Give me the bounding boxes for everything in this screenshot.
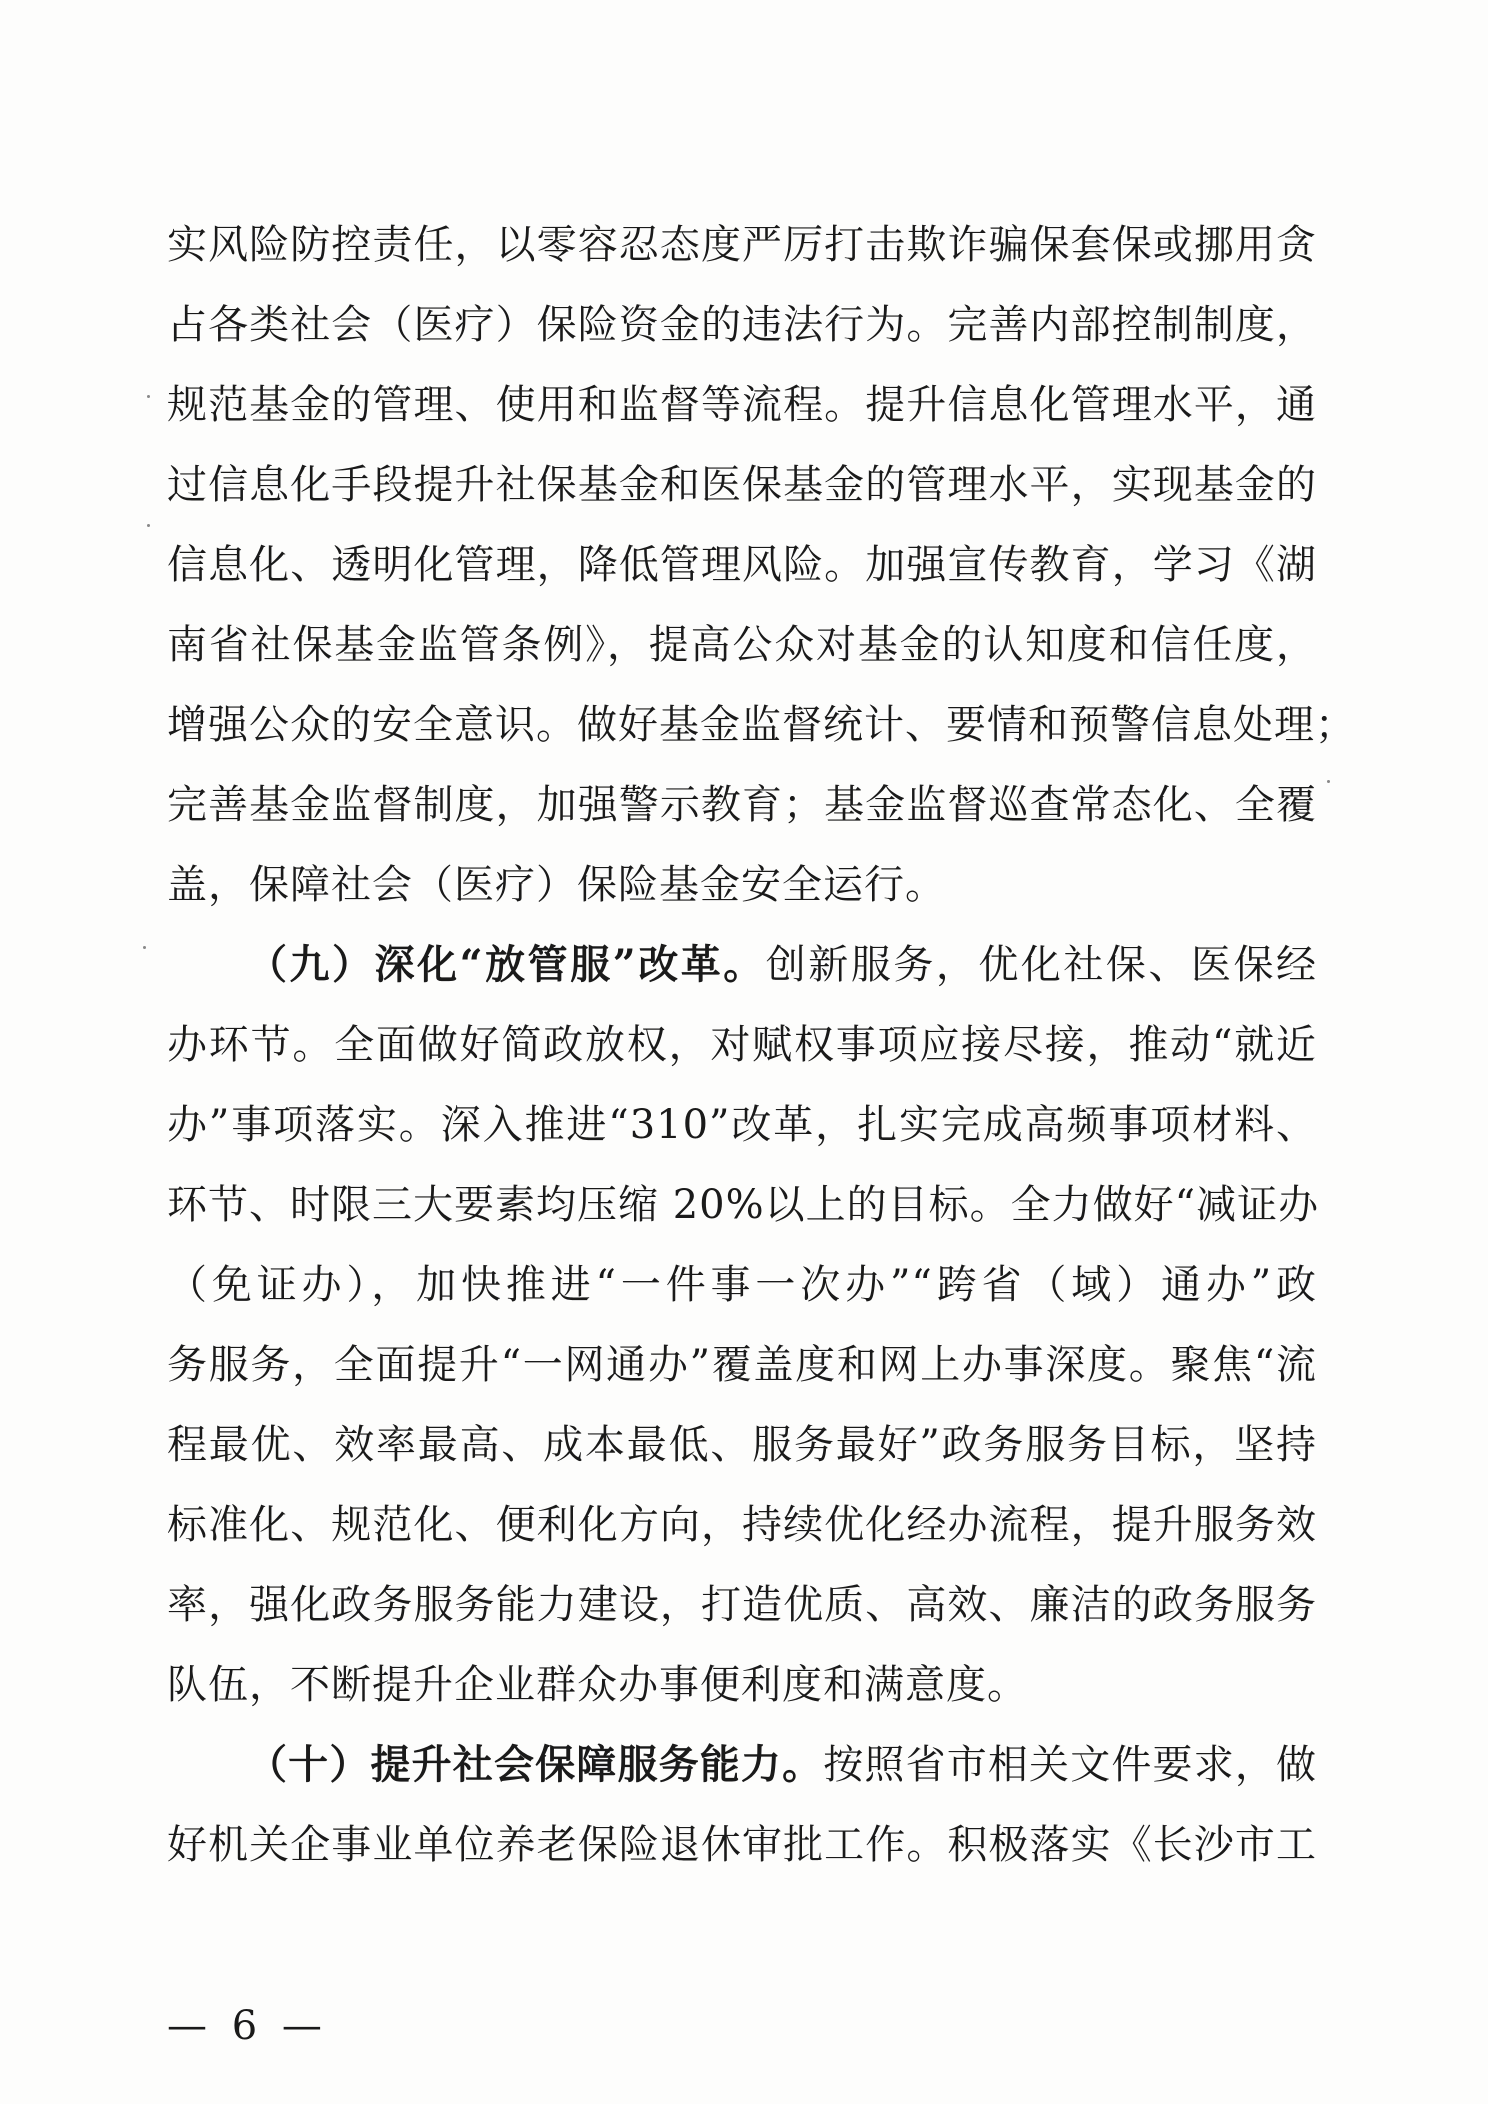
scan-speck (143, 946, 146, 949)
text-line: 率，强化政务服务能力建设，打造优质、高效、廉洁的政务服务 (167, 1582, 1317, 1628)
text-line: 完善基金监督制度，加强警示教育；基金监督巡查常态化、全覆 (167, 782, 1317, 828)
text-line: 增强公众的安全意识。做好基金监督统计、要情和预警信息处理； (167, 702, 1356, 748)
text-line: 过信息化手段提升社保基金和医保基金的管理水平，实现基金的 (167, 462, 1317, 508)
text-line: 规范基金的管理、使用和监督等流程。提升信息化管理水平，通 (167, 382, 1317, 428)
scan-speck (147, 395, 150, 398)
text-line: 标准化、规范化、便利化方向，持续优化经办流程，提升服务效 (167, 1502, 1317, 1548)
text-line: 办”事项落实。深入推进“310”改革，扎实完成高频事项材料、 (167, 1102, 1317, 1148)
text-fragment: 创新服务，优化社保、医保经 (765, 942, 1318, 988)
text-line: 程最优、效率最高、成本最低、服务最好”政务服务目标，坚持 (167, 1422, 1317, 1468)
text-line: 占各类社会（医疗）保险资金的违法行为。完善内部控制制度， (167, 302, 1317, 348)
text-line: 盖，保障社会（医疗）保险基金安全运行。 (167, 862, 946, 908)
text-line: 环节、时限三大要素均压缩 20%以上的目标。全力做好“减证办 (167, 1182, 1320, 1228)
text-line: 办环节。全面做好简政放权，对赋权事项应接尽接，推动“就近 (167, 1022, 1317, 1068)
text-line: 实风险防控责任，以零容忍态度严厉打击欺诈骗保套保或挪用贪 (167, 222, 1317, 268)
text-line: 好机关企事业单位养老保险退休审批工作。积极落实《长沙市工 (167, 1822, 1317, 1868)
section-heading-9: （九）深化“放管服”改革。 (247, 941, 766, 988)
text-line-first (247, 1735, 1317, 1795)
text-line-first (247, 935, 1317, 995)
text-line: 信息化、透明化管理，降低管理风险。加强宣传教育，学习《湖 (167, 542, 1317, 588)
scan-speck (147, 524, 150, 527)
text-line: 队伍，不断提升企业群众办事便利度和满意度。 (167, 1662, 1028, 1708)
scan-speck (1327, 780, 1330, 783)
text-line: （免证办），加快推进“一件事一次办”“跨省（域）通办”政 (167, 1262, 1317, 1308)
section-heading-10: （十）提升社会保障服务能力。 (247, 1741, 824, 1788)
page-number: — 6 — (167, 2003, 328, 2049)
text-fragment: 按照省市相关文件要求，做 (823, 1742, 1318, 1788)
text-line: 南省社保基金监管条例》，提高公众对基金的认知度和信任度， (167, 622, 1317, 668)
text-line: 务服务，全面提升“一网通办”覆盖度和网上办事深度。聚焦“流 (167, 1342, 1317, 1388)
